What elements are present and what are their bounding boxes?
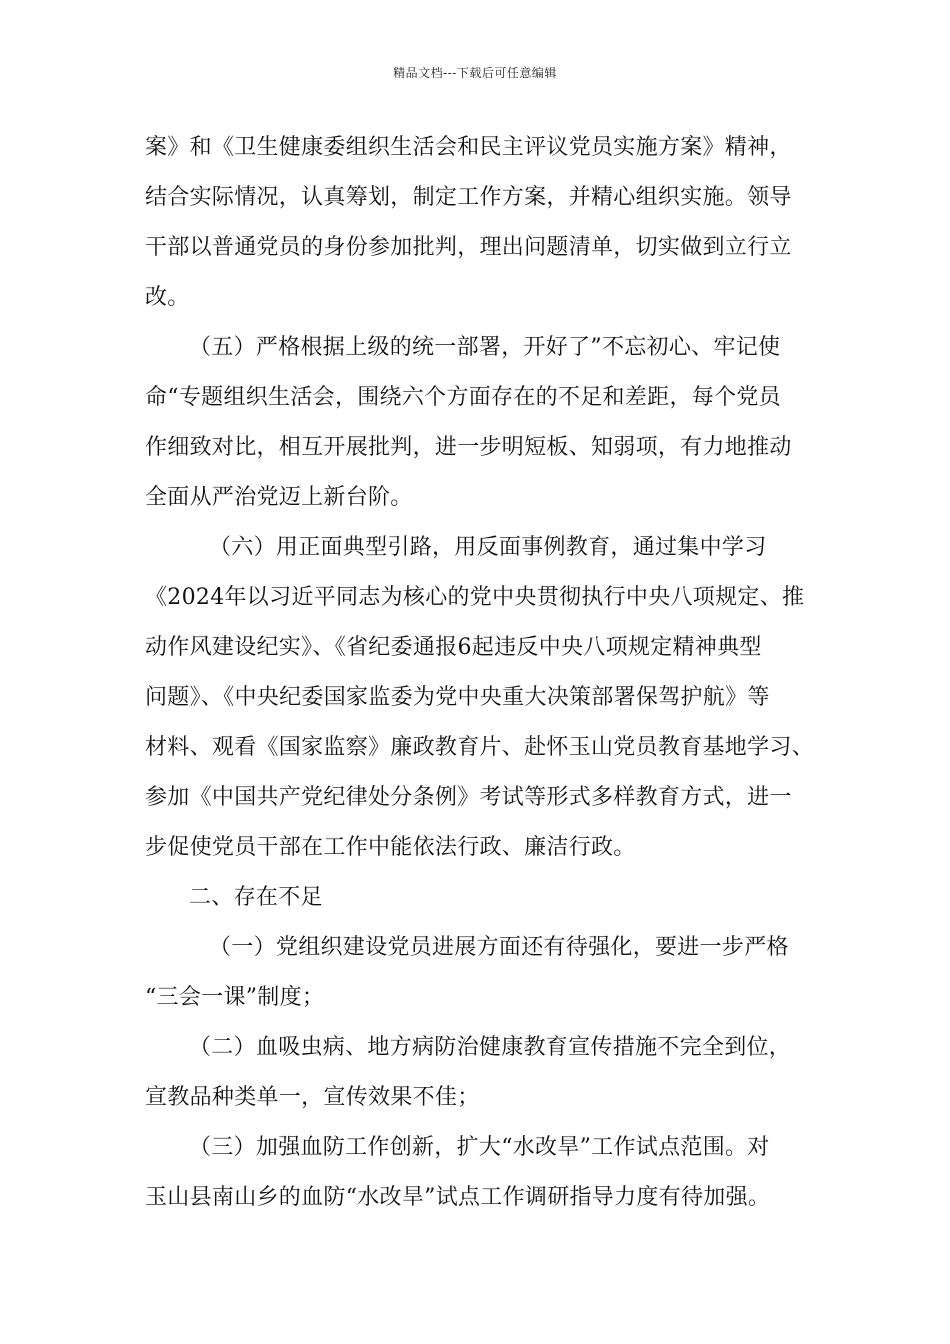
text-line: 命“专题组织生活会，围绕六个方面存在的不足和差距，每个党员 (145, 385, 781, 410)
page-header: 精品文档---下载后可任意编辑 (393, 66, 557, 80)
paragraph-start-line: （一）党组织建设党员进展方面还有待强化，要进一步严格 (209, 935, 789, 960)
text-line: 参加《中国共产党纪律处分条例》考试等形式多样教育方式，进一 (145, 785, 792, 810)
text-line: 改。 (145, 285, 190, 310)
text-line: 全面从严治党迈上新台阶。 (145, 485, 413, 510)
text-line: 步促使党员干部在工作中能依法行政、廉洁行政。 (145, 835, 636, 860)
text-line: 宣教品种类单一，宣传效果不佳； (145, 1085, 480, 1110)
paragraph-start-line: （五）严格根据上级的统一部署，开好了”不忘初心、牢记使 (189, 335, 781, 360)
text-line: 干部以普通党员的身份参加批判，理出问题清单，切实做到立行立 (145, 235, 792, 260)
paragraph-start-line: （三）加强血防工作创新，扩大“水改旱”工作试点范围。对 (189, 1135, 770, 1160)
text-line: 问题》、《中央纪委国家监委为党中央重大决策部署保驾护航》等 (145, 685, 770, 710)
paragraph-start-line: （六）用正面典型引路，用反面事例教育，通过集中学习 (209, 535, 767, 560)
text-line: 动作风建设纪实》、《省纪委通报6起违反中央八项规定精神典型 (145, 635, 762, 660)
text-line: “三会一课”制度； (145, 985, 325, 1010)
text-line: 作细致对比，相互开展批判，进一步明短板、知弱项，有力地推动 (145, 435, 792, 460)
text-line: 材料、观看《国家监察》廉政教育片、赴怀玉山党员教育基地学习、 (145, 735, 815, 760)
text-line: 案》和《卫生健康委组织生活会和民主评议党员实施方案》精神， (145, 135, 792, 160)
paragraph-start-line: （二）血吸虫病、地方病防治健康教育宣传措施不完全到位， (189, 1035, 792, 1060)
document-body (145, 128, 835, 1228)
text-line: 玉山县南山乡的血防“水改旱”试点工作调研指导力度有待加强。 (145, 1185, 771, 1210)
text-line: 结合实际情况，认真筹划，制定工作方案，并精心组织实施。领导 (145, 185, 792, 210)
section-heading: 二、存在不足 (189, 885, 323, 910)
text-line: 《2024年以习近平同志为核心的党中央贯彻执行中央八项规定、推 (145, 585, 805, 610)
